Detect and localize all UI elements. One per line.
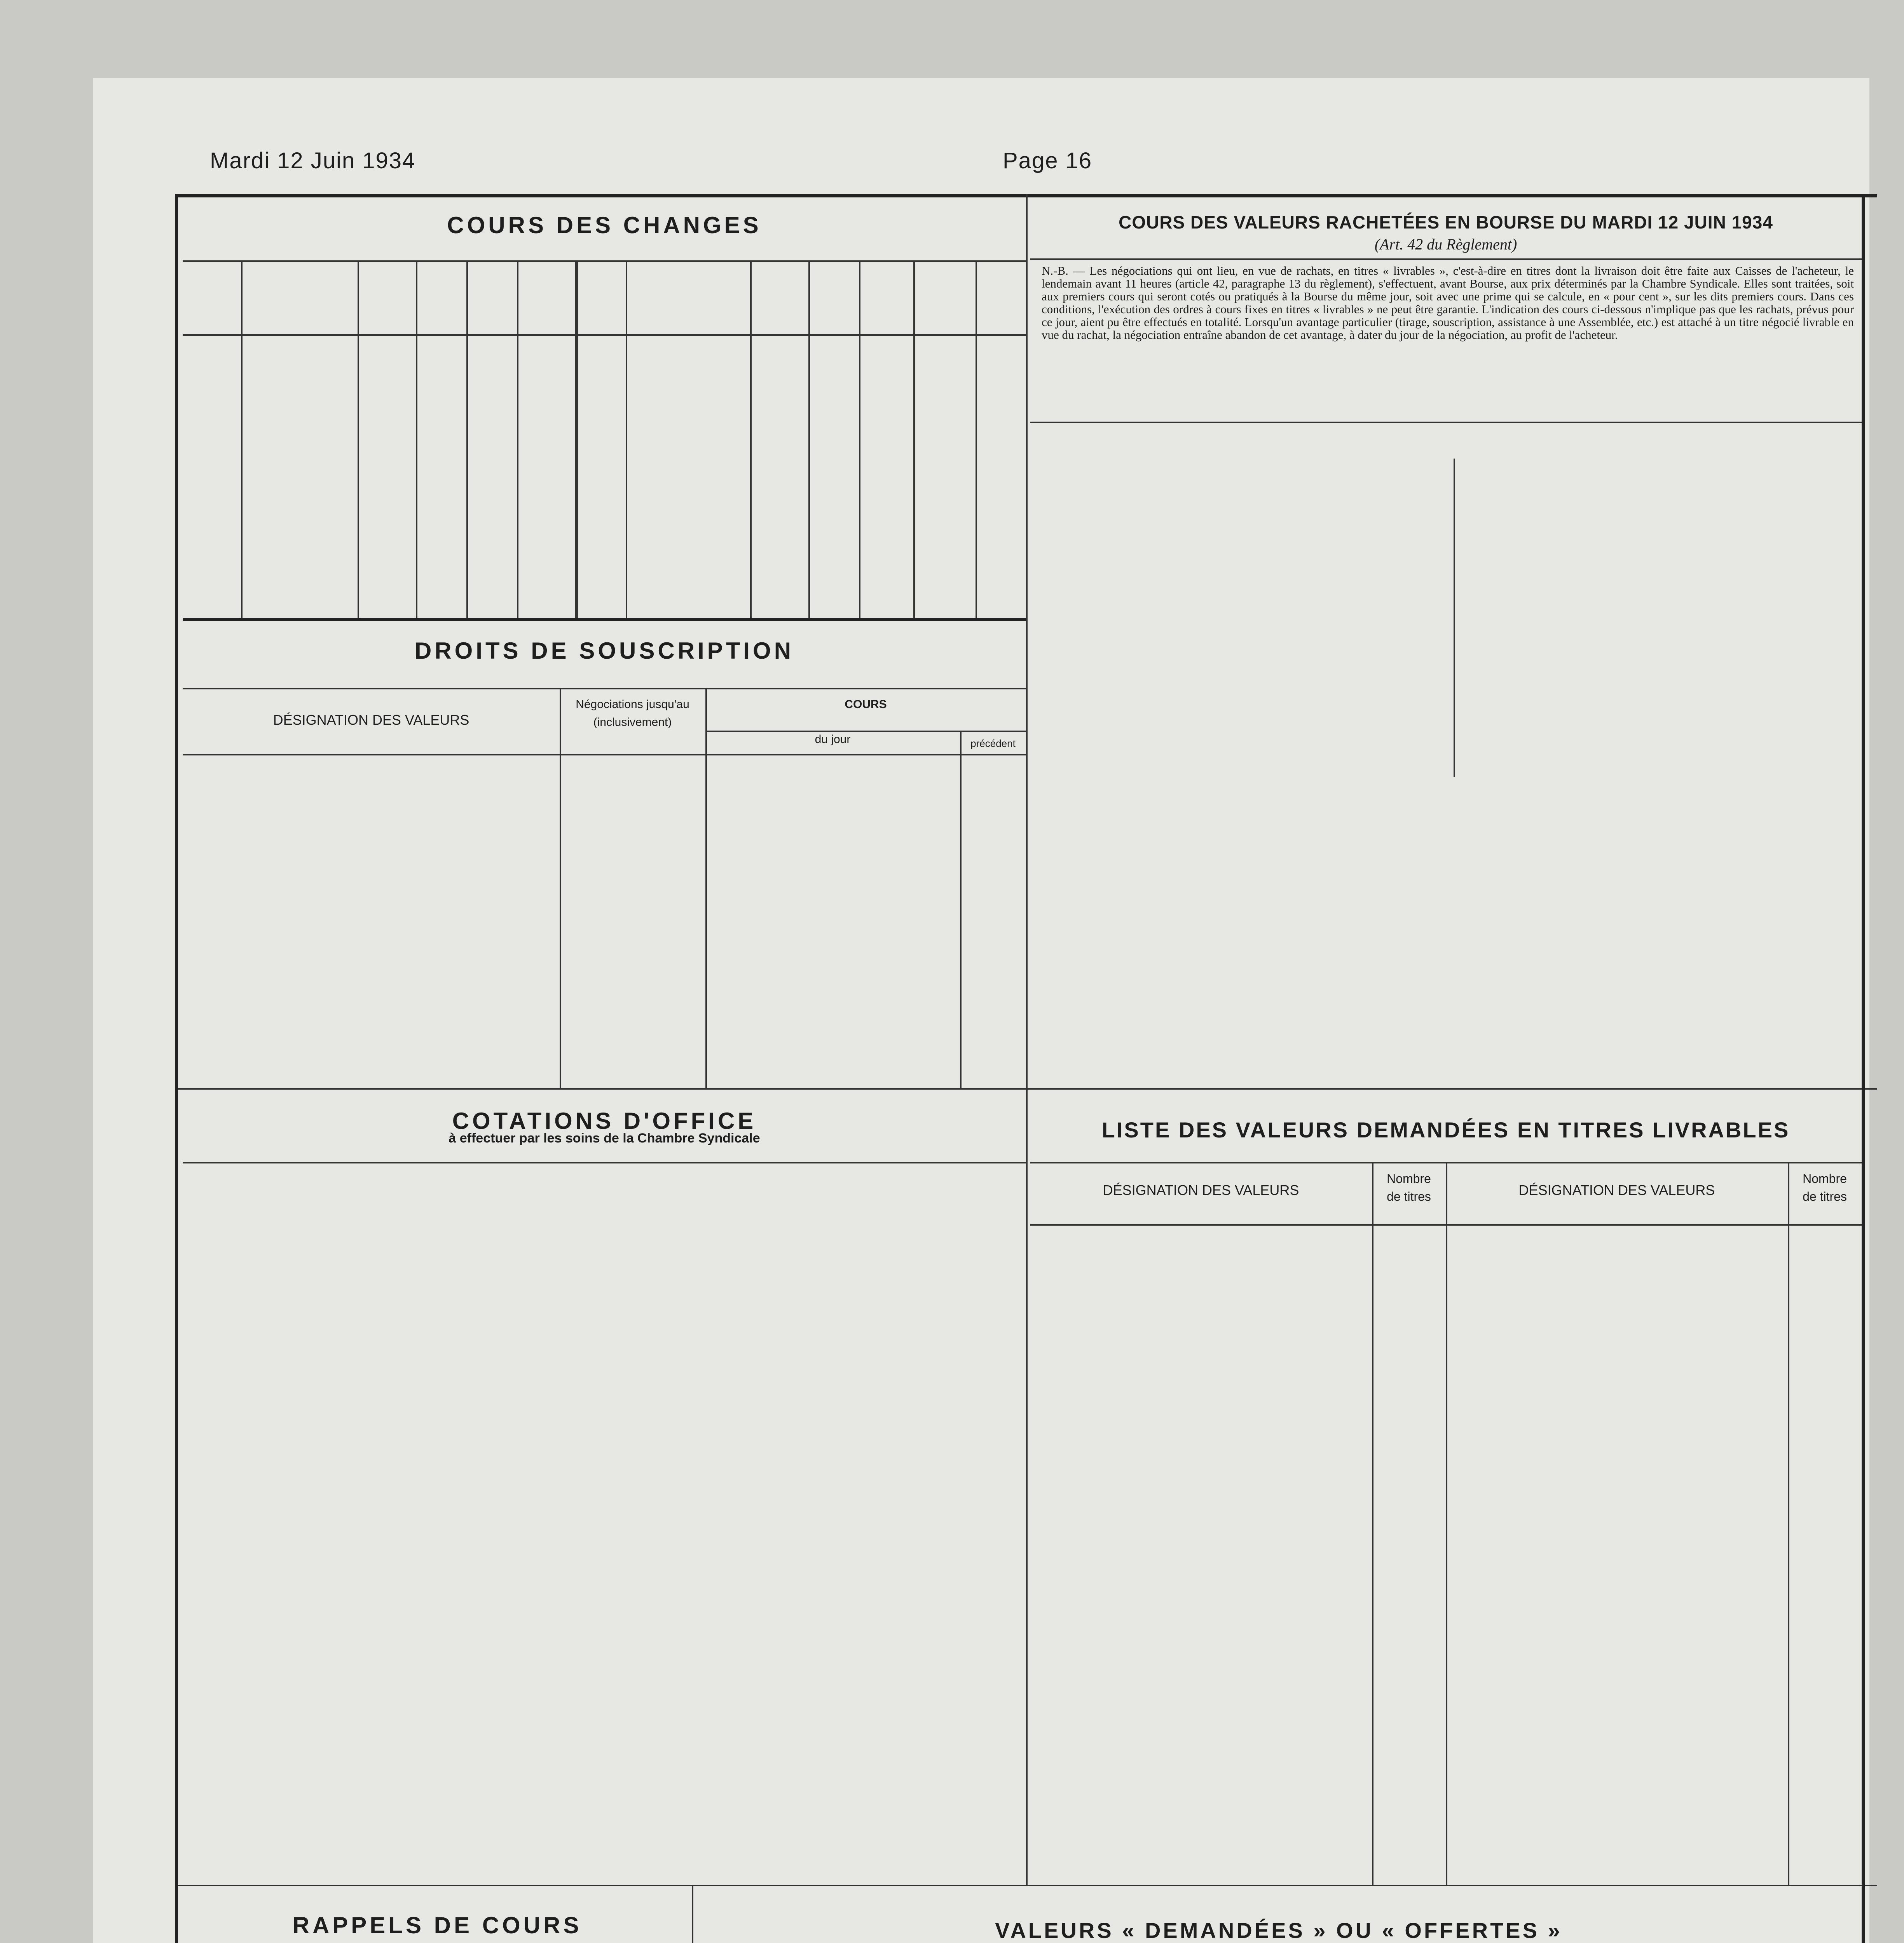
livrables-col-1 <box>1372 1162 1373 1885</box>
souscription-col-precedent: précédent <box>970 738 1016 749</box>
rachetees-title: COURS DES VALEURS RACHETÉES EN BOURSE DU MARDI 12 JUIN 1934 <box>1119 212 1773 232</box>
souscription-col-cours: COURS <box>845 698 887 711</box>
livrables-col-3 <box>1788 1162 1789 1885</box>
changes-rule-bottom <box>183 618 1026 621</box>
changes-col-rule-9 <box>859 260 860 618</box>
changes-col-rule-4 <box>517 260 518 618</box>
rappels-title: RAPPELS DE COURS <box>292 1912 582 1938</box>
rachetees-note: N.-B. — Les négociations qui ont lieu, en vue de rachats, en titres « livrables », c'est-à-dire en titres dont la livraison doit être faite aux Caisses de l'acheteur, le lendemain avant 11 heures (article 42, paragraphe 13 du règlement), s'effectuent, avant Bourse, aux prix déterminés par la Chambre Syndicale. Elles sont traitées, soit aux premiers cours qui seront cotés ou pratiqués à la Bourse du même jour, soit avec une prime qui se calcule, en « pour cent », sur les dits premiers cours. Dans ces conditions, l'exécution des ordres à cours fixes en titres « livrables » ne peut être garantie. L'indication des cours ci-dessous n'implique pas que les rachats, prévus pour ce jour, aient pu être effectués en totalité. Lorsqu'un avantage particulier (tirage, souscription, assistance à une Assemblée, etc.) est attaché à un titre négocié livrable en vue du rachat, la négociation entraîne abandon de cet avantage, à dater du jour de la négociation, au profit de l'acheteur. <box>1042 264 1854 342</box>
livrables-title: LISTE DES VALEURS DEMANDÉES EN TITRES LIVRABLES <box>1101 1118 1790 1142</box>
rachetees-subtitle: (Art. 42 du Règlement) <box>1374 235 1517 253</box>
changes-col-rule-1 <box>358 260 359 618</box>
changes-col-rule-11 <box>976 260 977 618</box>
souscription-col-du-jour: du jour <box>815 733 851 746</box>
cotations-subtitle: à effectuer par les soins de la Chambre Syndicale <box>449 1131 760 1146</box>
souscription-col-1 <box>560 688 561 1088</box>
changes-col-rule-8 <box>808 260 810 618</box>
changes-col-rule-7 <box>750 260 752 618</box>
demandees-title: VALEURS « DEMANDÉES » OU « OFFERTES » <box>995 1918 1562 1943</box>
souscription-rule-top <box>183 688 1026 689</box>
changes-title: COURS DES CHANGES <box>447 212 762 238</box>
frame-divider-2 <box>175 1885 1877 1886</box>
souscription-title: DROITS DE SOUSCRIPTION <box>414 638 794 664</box>
frame-right <box>1862 194 1865 1943</box>
page-number: Page 16 <box>1003 148 1092 173</box>
souscription-col-designation: DÉSIGNATION DES VALEURS <box>273 712 469 728</box>
cotations-title: COTATIONS D'OFFICE <box>452 1108 757 1134</box>
changes-col-rule-5 <box>575 260 578 618</box>
frame-mid <box>1026 194 1028 1885</box>
changes-col-rule-2 <box>416 260 417 618</box>
rachetees-note-rule <box>1030 422 1862 423</box>
rachetees-col-rule <box>1454 459 1455 777</box>
changes-col-rule-10 <box>913 260 915 618</box>
frame-mid-low <box>692 1885 693 1943</box>
frame-left <box>175 194 178 1943</box>
livrables-col-designation-right: DÉSIGNATION DES VALEURS <box>1518 1182 1715 1198</box>
livrables-col-nombre-left: Nombre de titres <box>1387 1172 1431 1203</box>
livrables-col-designation-left: DÉSIGNATION DES VALEURS <box>1103 1182 1299 1198</box>
livrables-col-2 <box>1446 1162 1447 1885</box>
changes-col-rule-6 <box>626 260 627 618</box>
souscription-rule-header <box>183 754 1026 755</box>
cotations-rule <box>183 1162 1026 1163</box>
changes-col-rule-0 <box>241 260 243 618</box>
changes-col-rule-3 <box>466 260 468 618</box>
page-date: Mardi 12 Juin 1934 <box>210 148 416 173</box>
changes-table <box>183 260 1026 618</box>
souscription-col-negociations: Négociations jusqu'au (inclusivement) <box>576 698 689 729</box>
rachetees-rule <box>1030 258 1862 260</box>
livrables-col-nombre-right: Nombre de titres <box>1803 1172 1847 1203</box>
souscription-col-3 <box>960 731 962 1088</box>
